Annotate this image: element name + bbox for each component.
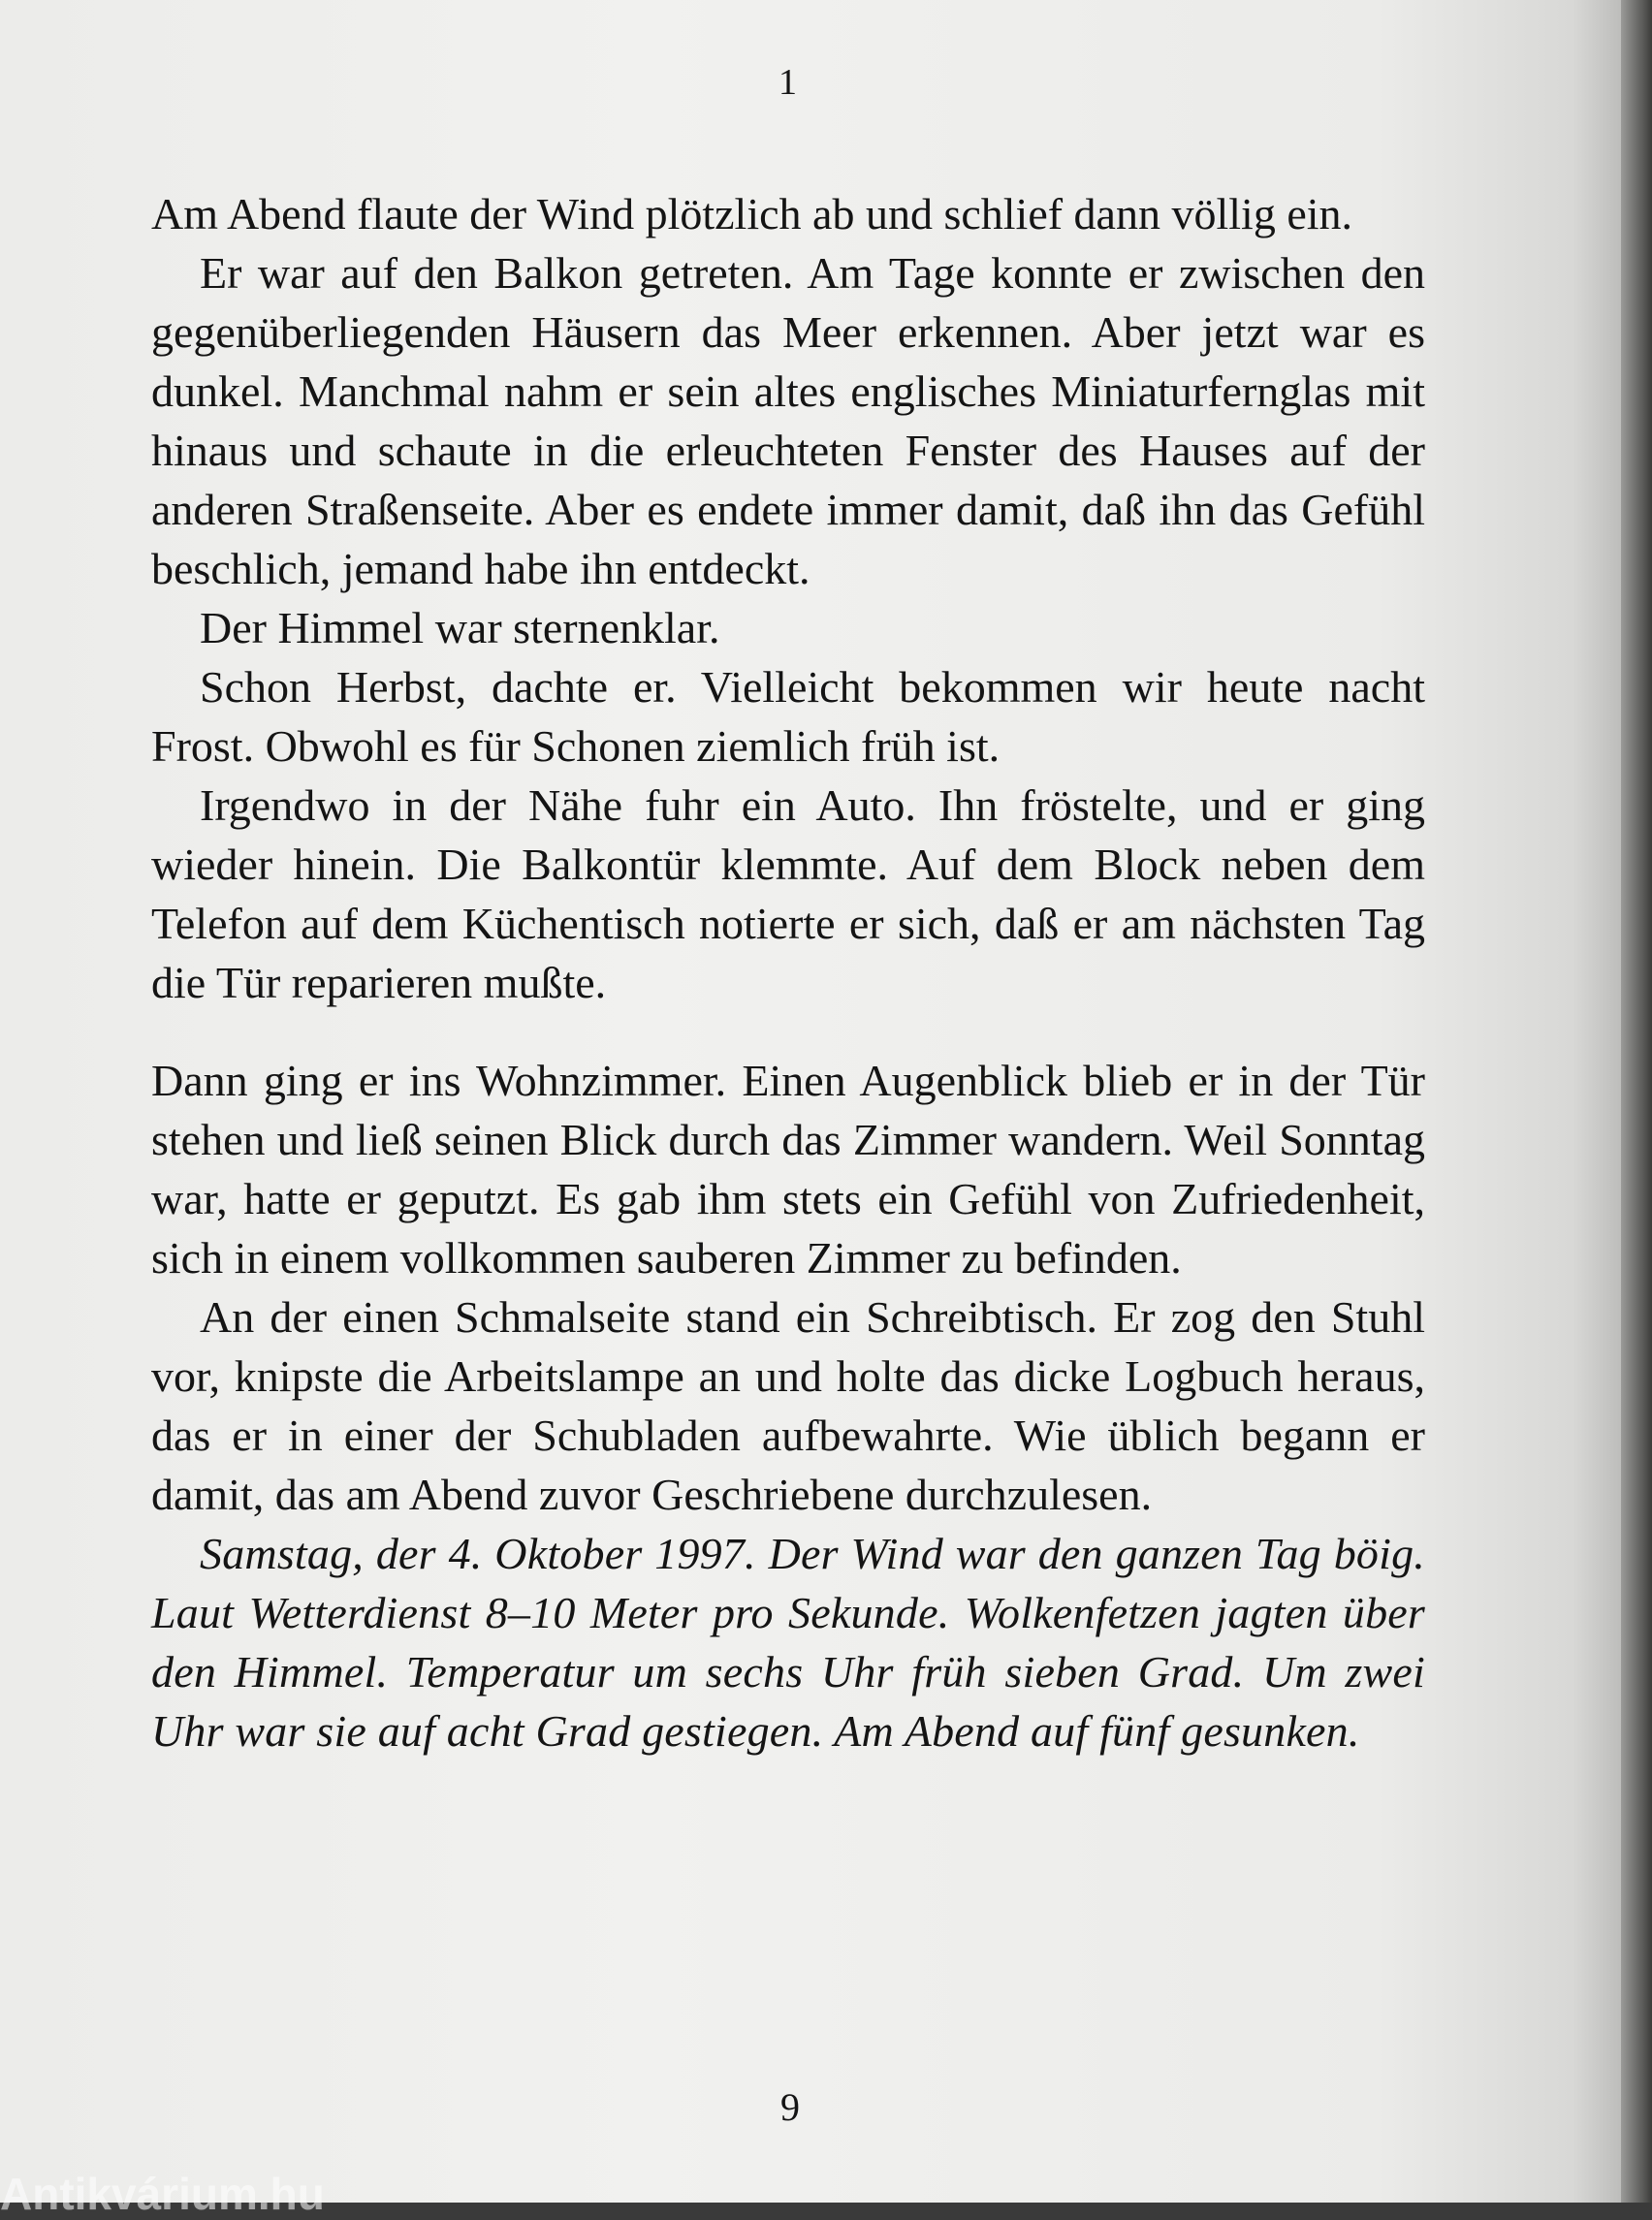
logbook-entry: Samstag, der 4. Oktober 1997. Der Wind war den ganzen Tag böig. Laut Wetterdienst 8–10 Meter pro Sekunde. Wolkenfetzen jagten über den Himmel. Temperatur um sechs Uhr früh sieben Grad. Um zwei Uhr war sie auf acht Grad gestiegen. Am Abend auf fünf gesunken. [151, 1529, 1425, 1756]
section-break [151, 1012, 1425, 1051]
paragraph: Dann ging er ins Wohnzimmer. Einen Augenblick blieb er in der Tür stehen und ließ seinen Blick durch das Zimmer wandern. Weil Sonntag war, hatte er geputzt. Es gab ihm stets ein Gefühl von Zufriedenheit, sich in einem vollkommen sauberen Zimmer zu befinden. [151, 1056, 1425, 1283]
page-edge-shadow [1621, 0, 1652, 2203]
page-body [151, 39, 1425, 1760]
paragraph: Schon Herbst, dachte er. Vielleicht bekommen wir heute nacht Frost. Obwohl es für Schonen ziemlich früh ist. [151, 662, 1425, 771]
page-number: 9 [780, 2085, 800, 2129]
paragraph: Er war auf den Balkon getreten. Am Tage konnte er zwischen den gegenüberliegenden Häusern das Meer erkennen. Aber jetzt war es dunkel. Manchmal nahm er sein altes englisches Miniaturfernglas mit hinaus und schaute in die erleuchteten Fenster des Hauses auf der anderen Straßenseite. Aber es endete immer damit, daß ihn das Gefühl beschlich, jemand habe ihn entdeckt. [151, 248, 1425, 593]
paragraph: Irgendwo in der Nähe fuhr ein Auto. Ihn fröstelte, und er ging wieder hinein. Die Balkontür klemmte. Auf dem Block neben dem Telefon auf dem Küchentisch notierte er sich, daß er am nächsten Tag die Tür reparieren mußte. [151, 780, 1425, 1007]
paragraph: An der einen Schmalseite stand ein Schreibtisch. Er zog den Stuhl vor, knipste die Arbeitslampe an und holte das dicke Logbuch heraus, das er in einer der Schubladen aufbewahrte. Wie üblich begann er damit, das am Abend zuvor Geschriebene durchzulesen. [151, 1292, 1425, 1519]
paragraph: Der Himmel war sternenklar. [200, 603, 720, 652]
chapter-number: 1 [778, 62, 798, 103]
paragraph: Am Abend flaute der Wind plötzlich ab und schlief dann völlig ein. [151, 189, 1353, 238]
watermark: Antikvárium.hu [0, 2169, 325, 2219]
